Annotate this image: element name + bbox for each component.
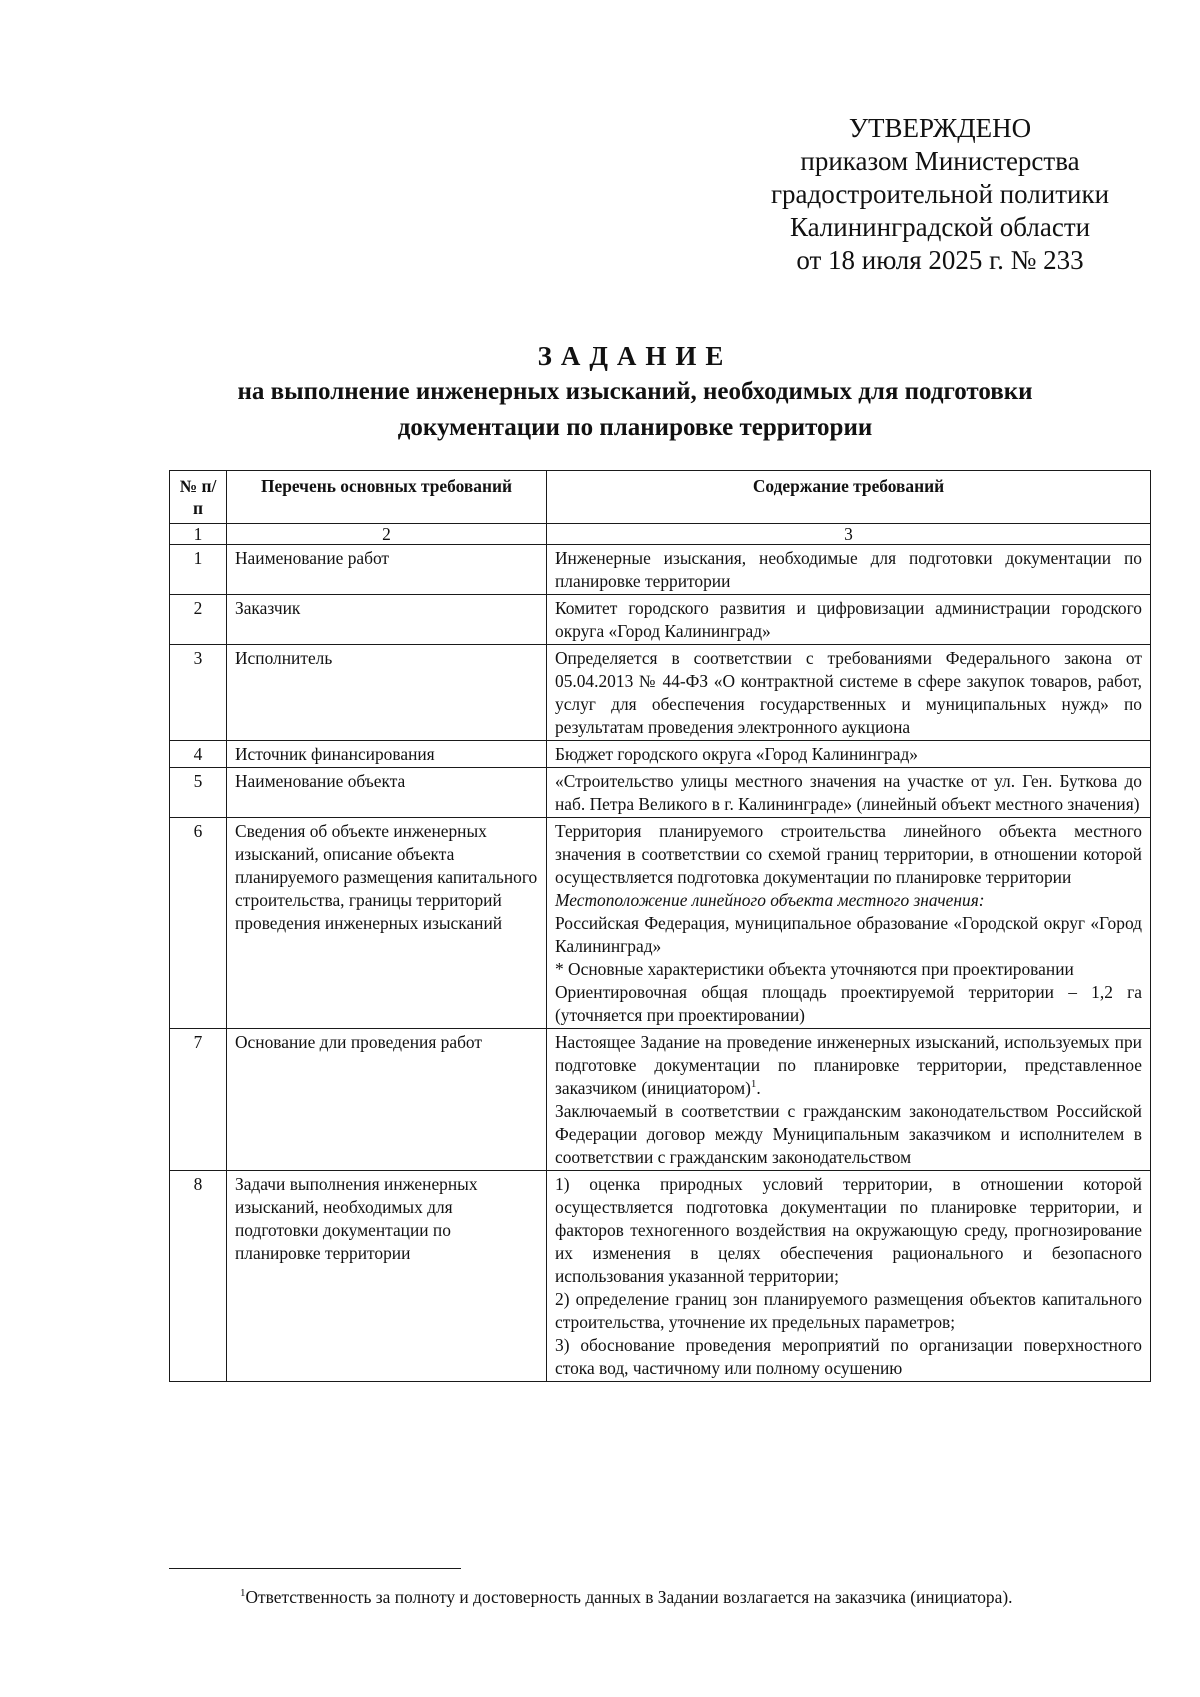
approval-line-4: Калининградской области (789, 212, 1091, 242)
row-requirement: Наименование работ (227, 545, 547, 595)
table-row (170, 545, 1151, 595)
header-num: № п/п (170, 471, 227, 524)
approval-line-3: градостроительной политики (770, 179, 1110, 209)
row-requirement: Источник финансирования (227, 741, 547, 768)
row-content-paragraph: Территория планируемого строительства линейного объекта местного значения в соответствии со схемой границ территории, в отношении которой осуществляется подготовка документации по планировке территории (555, 821, 1142, 887)
row-content-paragraph: Российская Федерация, муниципальное образование «Городской округ «Город Калининград» (555, 913, 1142, 956)
table-row (170, 741, 1151, 768)
column-number: 2 (227, 524, 547, 545)
row-content (547, 595, 1151, 645)
row-number: 7 (170, 1029, 227, 1171)
row-content-paragraph: Инженерные изыскания, необходимые для подготовки документации по планировке территории (555, 548, 1142, 591)
row-content (547, 818, 1151, 1029)
row-content-paragraph: Бюджет городского округа «Город Калининград» (555, 744, 918, 764)
row-content (547, 768, 1151, 818)
row-requirement: Основание дли проведения работ (227, 1029, 547, 1171)
title-sub-line-1: на выполнение инженерных изысканий, необходимых для подготовки (237, 378, 1033, 405)
row-requirement: Наименование объекта (227, 768, 547, 818)
row-requirement: Заказчик (227, 595, 547, 645)
row-number: 2 (170, 595, 227, 645)
table-row (170, 768, 1151, 818)
row-content-paragraph: Ориентировочная общая площадь проектируемой территории – 1,2 га (уточняется при проектировании) (555, 982, 1142, 1025)
table-header-row (170, 471, 1151, 524)
row-content-paragraph: Местоположение линейного объекта местного значения: (555, 890, 985, 910)
approval-stamp (720, 112, 1160, 277)
row-content (547, 1171, 1151, 1382)
row-number: 8 (170, 1171, 227, 1382)
row-content (547, 1029, 1151, 1171)
row-requirement: Сведения об объекте инженерных изысканий, описание объекта планируемого размещения капитального строительства, границы территорий проведения инженерных изысканий (227, 818, 547, 1029)
row-number: 4 (170, 741, 227, 768)
row-requirement: Исполнитель (227, 645, 547, 741)
row-content-paragraph: Заключаемый в соответствии с гражданским законодательством Российской Федерации договор между Муниципальным заказчиком и исполнителем в соответствии с гражданским законодательством (555, 1101, 1142, 1167)
row-content-paragraph: 2) определение границ зон планируемого размещения объектов капитального строительства, уточнение их предельных параметров; (555, 1289, 1142, 1332)
row-content-paragraph: Комитет городского развития и цифровизации администрации городского округа «Город Калининград» (555, 598, 1142, 641)
table-row (170, 645, 1151, 741)
column-number: 1 (170, 524, 227, 545)
row-number: 1 (170, 545, 227, 595)
table-row (170, 1171, 1151, 1382)
row-number: 5 (170, 768, 227, 818)
footnote-text: Ответственность за полноту и достоверность данных в Задании возлагается на заказчика (инициатора). (245, 1587, 1013, 1607)
header-requirement: Перечень основных требований (227, 471, 547, 524)
column-number: 3 (547, 524, 1151, 545)
table-row (170, 1029, 1151, 1171)
header-content: Содержание требований (547, 471, 1151, 524)
footnote-marker: 1 (240, 1587, 246, 1600)
row-content-paragraph: Настоящее Задание на проведение инженерных изысканий, используемых при подготовке документации по планировке территории, представленное заказчиком (инициатором)$^1$. (555, 1032, 1142, 1098)
title-main: ЗАДАНИЕ (537, 341, 733, 371)
row-content-paragraph: 1) оценка природных условий территории, в отношении которой осуществляется подготовка документации по планировке территории, и факторов техногенного воздействия на окружающую среду, прогнозирование их изменения в целях обеспечения рационального и безопасного использования указанной территории; (555, 1174, 1142, 1286)
document-title (170, 340, 1100, 444)
requirements-table (169, 470, 1151, 1382)
row-content-paragraph: 3) обоснование проведения мероприятий по организации поверхностного стока вод, частичному или полному осушению (555, 1335, 1142, 1378)
row-content-paragraph: Определяется в соответствии с требованиями Федерального закона от 05.04.2013 № 44-ФЗ «О контрактной системе в сфере закупок товаров, работ, услуг для обеспечения государственных и муниципальных нужд» по результатам проведения электронного аукциона (555, 648, 1142, 737)
approval-line-5: от 18 июля 2025 г. № 233 (796, 245, 1084, 275)
row-number: 3 (170, 645, 227, 741)
row-content-paragraph: * Основные характеристики объекта уточняются при проектировании (555, 959, 1074, 979)
approval-line-2: приказом Министерства (800, 146, 1080, 176)
footnote-divider (169, 1568, 461, 1569)
row-requirement: Задачи выполнения инженерных изысканий, необходимых для подготовки документации по планировке территории (227, 1171, 547, 1382)
table-row (170, 595, 1151, 645)
row-content (547, 645, 1151, 741)
row-content (547, 545, 1151, 595)
row-content (547, 741, 1151, 768)
footnote (240, 1586, 1160, 1608)
row-content-paragraph: «Строительство улицы местного значения на участке от ул. Ген. Буткова до наб. Петра Великого в г. Калининграде» (линейный объект местного значения) (555, 771, 1142, 814)
footnote-ref: 1 (750, 1078, 757, 1091)
row-content-text: Настоящее Задание на проведение инженерных изысканий, используемых при подготовке документации по планировке территории, представленное заказчиком (инициатором) (555, 1032, 1142, 1098)
title-sub-line-2: документации по планировке территории (397, 414, 873, 441)
approval-line-1: УТВЕРЖДЕНО (848, 113, 1032, 143)
column-number-row (170, 524, 1151, 545)
table-row (170, 818, 1151, 1029)
row-number: 6 (170, 818, 227, 1029)
